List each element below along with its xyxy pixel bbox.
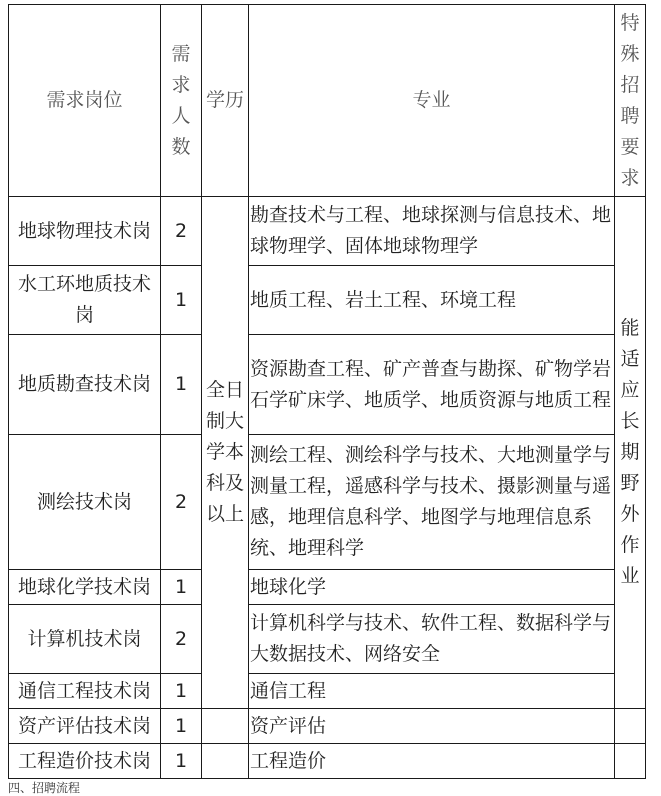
count-cell: 1 [161,744,202,779]
major-cell: 计算机科学与技术、软件工程、数据科学与大数据技术、网络安全 [249,605,615,674]
table-row [9,709,646,744]
table-row [9,335,646,435]
education-empty-cell [202,744,249,779]
count-cell: 2 [161,605,202,674]
table-row [9,197,646,266]
major-cell: 地质工程、岩土工程、环境工程 [249,266,615,335]
position-cell: 计算机技术岗 [9,605,161,674]
table-row [9,266,646,335]
education-cell: 全日 制大 学本 科及 以上 [202,197,249,709]
count-cell: 1 [161,709,202,744]
major-cell: 测绘工程、测绘科学与技术、大地测量学与测量工程，遥感科学与技术、摄影测量与遥感，地理信息科学、地图学与地理信息系统、地理科学 [249,435,615,570]
table-row [9,674,646,709]
header-position: 需求岗位 [9,5,161,197]
position-cell: 工程造价技术岗 [9,744,161,779]
count-cell: 1 [161,674,202,709]
special-empty-cell [615,744,646,779]
table-row [9,605,646,674]
major-cell: 地球化学 [249,570,615,605]
major-cell: 资源勘查工程、矿产普查与勘探、矿物学岩石学矿床学、地质学、地质资源与地质工程 [249,335,615,435]
count-cell: 2 [161,435,202,570]
count-cell: 2 [161,197,202,266]
major-cell: 勘查技术与工程、地球探测与信息技术、地球物理学、固体地球物理学 [249,197,615,266]
major-cell: 工程造价 [249,744,615,779]
position-cell: 地球物理技术岗 [9,197,161,266]
header-education: 学历 [202,5,249,197]
education-empty-cell [202,709,249,744]
position-cell: 地质勘查技术岗 [9,335,161,435]
position-cell: 资产评估技术岗 [9,709,161,744]
table-row [9,744,646,779]
special-requirement-cell: 能 适 应 长 期 野 外 作 业 [615,197,646,709]
count-cell: 1 [161,266,202,335]
count-cell: 1 [161,570,202,605]
position-cell: 水工环地质技术岗 [9,266,161,335]
special-empty-cell [615,709,646,744]
next-section-heading-partial: 四、招聘流程 [8,781,81,795]
count-cell: 1 [161,335,202,435]
major-cell: 资产评估 [249,709,615,744]
header-major: 专业 [249,5,615,197]
table-row [9,570,646,605]
recruitment-table [8,4,646,779]
position-cell: 通信工程技术岗 [9,674,161,709]
table-row [9,435,646,570]
header-row [9,5,646,197]
position-cell: 测绘技术岗 [9,435,161,570]
major-cell: 通信工程 [249,674,615,709]
position-cell: 地球化学技术岗 [9,570,161,605]
header-count: 需 求 人 数 [161,5,202,197]
header-special: 特 殊 招 聘 要 求 [615,5,646,197]
